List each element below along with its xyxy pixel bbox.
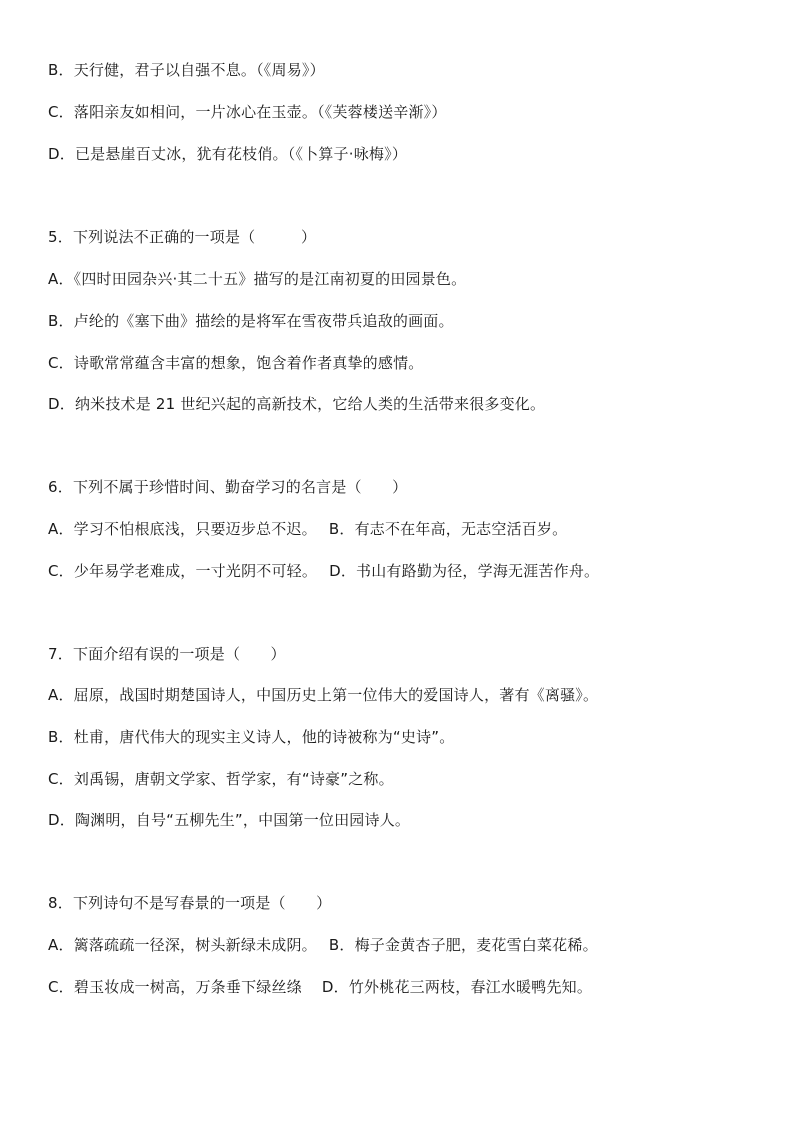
q8-stem: 8．下列诗句不是写春景的一项是（ ）	[48, 894, 332, 912]
q5-option-c: C．诗歌常常蕴含丰富的想象，饱含着作者真挚的感情。	[48, 354, 424, 372]
q7-option-b: B．杜甫，唐代伟大的现实主义诗人，他的诗被称为“史诗”。	[48, 728, 455, 746]
q8-option-b: B．梅子金黄杏子肥，麦花雪白菜花稀。	[328, 936, 598, 954]
q6-option-b: B．有志不在年高，无志空活百岁。	[328, 520, 568, 538]
q6-stem: 6．下列不属于珍惜时间、勤奋学习的名言是（ ）	[48, 478, 408, 496]
q7-option-c: C．刘禹锡，唐朝文学家、哲学家，有“诗豪”之称。	[48, 770, 394, 788]
q8-options-row-2	[48, 977, 592, 997]
q5-option-a: A．《四时田园杂兴·其二十五》描写的是江南初夏的田园景色。	[48, 270, 467, 288]
q6-options-row-1	[48, 519, 567, 539]
q8-option-c: C．碧玉妆成一树高，万条垂下绿丝绦	[48, 978, 302, 996]
q6-option-a: A．学习不怕根底浅，只要迈步总不迟。	[48, 520, 317, 538]
q6-option-c: C．少年易学老难成，一寸光阴不可轻。	[48, 562, 318, 580]
q4-option-b: B．天行健，君子以自强不息。（《周易》）	[48, 61, 325, 79]
q5-option-b: B．卢纶的《塞下曲》描绘的是将军在雪夜带兵追敌的画面。	[48, 312, 454, 330]
q5-stem: 5．下列说法不正确的一项是（ ）	[48, 228, 317, 246]
q6-options-row-2	[48, 561, 599, 581]
q8-option-d: D．竹外桃花三两枝，春江水暖鸭先知。	[321, 978, 593, 996]
q7-stem: 7．下面介绍有误的一项是（ ）	[48, 645, 286, 663]
q8-option-a: A．篱落疏疏一径深，树头新绿未成阴。	[48, 936, 317, 954]
q5-option-d: D．纳米技术是 21 世纪兴起的高新技术，它给人类的生活带来很多变化。	[48, 395, 546, 413]
q7-option-a: A．屈原，战国时期楚国诗人，中国历史上第一位伟大的爱国诗人，著有《离骚》。	[48, 686, 599, 704]
q4-option-c: C．落阳亲友如相问，一片冰心在玉壶。（《芙蓉楼送辛渐》）	[48, 103, 447, 121]
q7-option-d: D．陶渊明，自号“五柳先生”，中国第一位田园诗人。	[48, 811, 411, 829]
q8-options-row-1	[48, 935, 598, 955]
q4-option-d: D．已是悬崖百丈冰，犹有花枝俏。（《卜算子·咏梅》）	[48, 145, 408, 163]
q6-option-d: D．书山有路勤为径，学海无涯苦作舟。	[329, 562, 600, 580]
